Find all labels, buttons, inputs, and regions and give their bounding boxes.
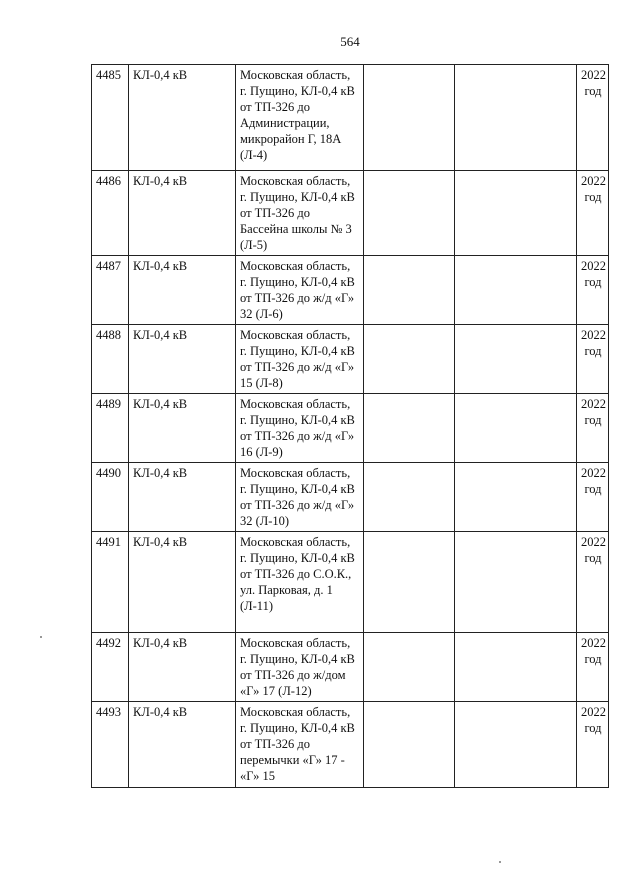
line-address: Московская область, г. Пущино, КЛ-0,4 кВ от ТП-326 до ж/д «Г» 32 (Л-10) xyxy=(236,463,364,532)
scan-speck xyxy=(499,861,501,863)
row-number: 4486 xyxy=(92,171,129,256)
line-address: Московская область, г. Пущино, КЛ-0,4 кВ от ТП-326 до Администрации, микрорайон Г, 18А (Л-4) xyxy=(236,65,364,171)
row-number: 4493 xyxy=(92,702,129,788)
empty-cell xyxy=(364,325,455,394)
page-number: 564 xyxy=(340,34,360,49)
row-number: 4492 xyxy=(92,633,129,702)
table-row xyxy=(92,256,609,325)
empty-cell xyxy=(455,532,577,633)
empty-cell xyxy=(455,171,577,256)
empty-cell xyxy=(364,463,455,532)
commission-year: 2022 год xyxy=(577,171,609,256)
empty-cell xyxy=(364,394,455,463)
empty-cell xyxy=(364,256,455,325)
empty-cell xyxy=(455,65,577,171)
commission-year: 2022 год xyxy=(577,463,609,532)
line-address: Московская область, г. Пущино, КЛ-0,4 кВ от ТП-326 до перемычки «Г» 17 - «Г» 15 xyxy=(236,702,364,788)
line-type: КЛ-0,4 кВ xyxy=(129,171,236,256)
table-row xyxy=(92,65,609,171)
commission-year: 2022 год xyxy=(577,394,609,463)
line-type: КЛ-0,4 кВ xyxy=(129,532,236,633)
line-type: КЛ-0,4 кВ xyxy=(129,463,236,532)
row-number: 4489 xyxy=(92,394,129,463)
empty-cell xyxy=(455,325,577,394)
empty-cell xyxy=(364,633,455,702)
empty-cell xyxy=(455,463,577,532)
line-type: КЛ-0,4 кВ xyxy=(129,633,236,702)
registry-table xyxy=(91,64,609,788)
row-number: 4491 xyxy=(92,532,129,633)
empty-cell xyxy=(364,171,455,256)
registry-table-body xyxy=(92,65,609,788)
scan-speck xyxy=(40,636,42,638)
line-address: Московская область, г. Пущино, КЛ-0,4 кВ от ТП-326 до Бассейна школы № 3 (Л-5) xyxy=(236,171,364,256)
commission-year: 2022 год xyxy=(577,65,609,171)
empty-cell xyxy=(364,532,455,633)
commission-year: 2022 год xyxy=(577,532,609,633)
commission-year: 2022 год xyxy=(577,633,609,702)
line-address: Московская область, г. Пущино, КЛ-0,4 кВ от ТП-326 до ж/д «Г» 15 (Л-8) xyxy=(236,325,364,394)
row-number: 4488 xyxy=(92,325,129,394)
empty-cell xyxy=(455,394,577,463)
line-type: КЛ-0,4 кВ xyxy=(129,325,236,394)
line-type: КЛ-0,4 кВ xyxy=(129,256,236,325)
row-number: 4485 xyxy=(92,65,129,171)
line-type: КЛ-0,4 кВ xyxy=(129,65,236,171)
row-number: 4490 xyxy=(92,463,129,532)
table-row xyxy=(92,463,609,532)
empty-cell xyxy=(455,256,577,325)
row-number: 4487 xyxy=(92,256,129,325)
empty-cell xyxy=(364,702,455,788)
table-row xyxy=(92,702,609,788)
line-address: Московская область, г. Пущино, КЛ-0,4 кВ от ТП-326 до С.О.К., ул. Парковая, д. 1 (Л-11) xyxy=(236,532,364,633)
table-row xyxy=(92,633,609,702)
commission-year: 2022 год xyxy=(577,702,609,788)
commission-year: 2022 год xyxy=(577,325,609,394)
line-address: Московская область, г. Пущино, КЛ-0,4 кВ от ТП-326 до ж/дом «Г» 17 (Л-12) xyxy=(236,633,364,702)
table-row xyxy=(92,394,609,463)
line-type: КЛ-0,4 кВ xyxy=(129,702,236,788)
table-row xyxy=(92,532,609,633)
table-row xyxy=(92,325,609,394)
table-row xyxy=(92,171,609,256)
line-address: Московская область, г. Пущино, КЛ-0,4 кВ от ТП-326 до ж/д «Г» 32 (Л-6) xyxy=(236,256,364,325)
line-type: КЛ-0,4 кВ xyxy=(129,394,236,463)
empty-cell xyxy=(455,633,577,702)
line-address: Московская область, г. Пущино, КЛ-0,4 кВ от ТП-326 до ж/д «Г» 16 (Л-9) xyxy=(236,394,364,463)
commission-year: 2022 год xyxy=(577,256,609,325)
empty-cell xyxy=(364,65,455,171)
empty-cell xyxy=(455,702,577,788)
